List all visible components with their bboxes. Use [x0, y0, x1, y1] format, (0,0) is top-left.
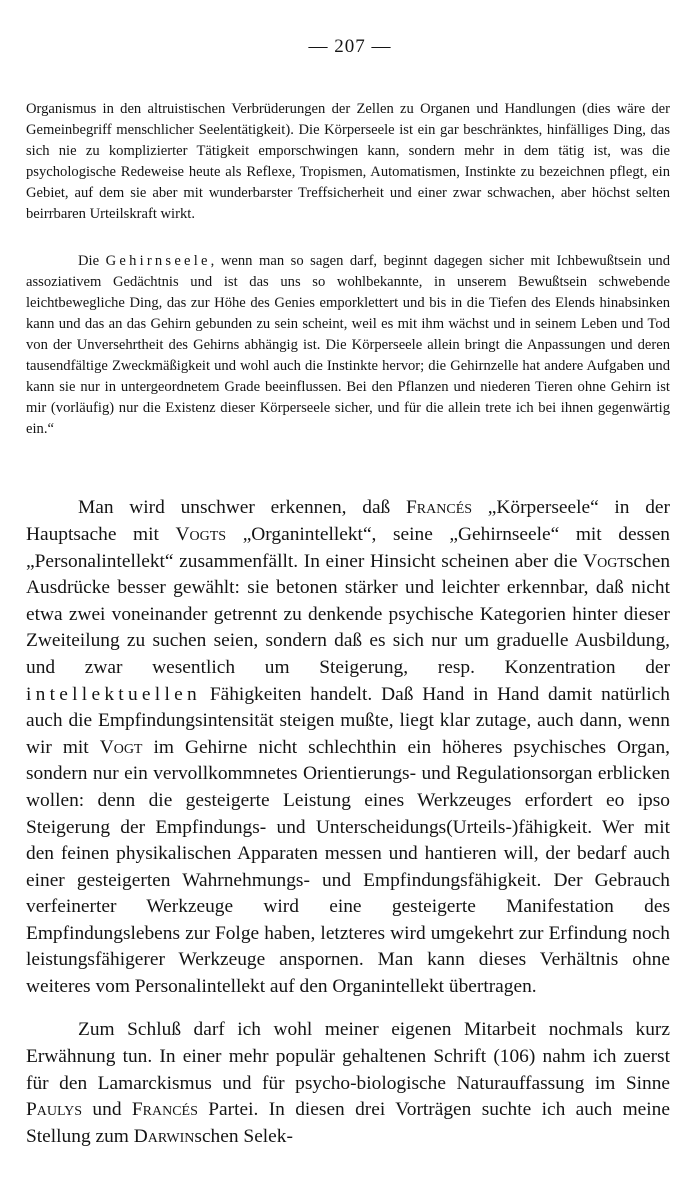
author-name: Vogt [583, 550, 626, 572]
author-name: Darwin [133, 1125, 195, 1147]
spaced-term-gehirnseele: Gehirnseele [105, 252, 211, 269]
body-text: Partei. In diesen drei Vorträgen suchte ich auch meine Stellung zum [26, 1099, 670, 1147]
body-paragraph-1 [26, 495, 670, 1000]
body-text: schen Ausdrücke besser gewählt: sie betonen stärker und leichter erkennbar, daß nicht etwa zwei voneinander getrennt zu denkende psychische Kategorien hinter dieser Zweiteilung zu suchen seien, sondern daß es sich nur um graduelle Ausbildung, und zwar wesentlich um Steigerung, resp. Konzentration der [26, 550, 671, 678]
body-text: Man wird unschwer erkennen, daß [78, 497, 391, 519]
author-name: Vogts [175, 523, 227, 545]
body-text: „Organintellekt“, seine „Gehirnseele“ mit dessen „Personalintellekt“ zusammenfällt. In einer Hinsicht scheinen aber die [26, 523, 670, 572]
quote-paragraph-2 [26, 251, 670, 440]
body-text: Zum Schluß darf ich wohl meiner eigenen Mitarbeit nochmals kurz Erwähnung tun. In einer mehr populär gehaltenen Schrift (106) nahm ich zuerst für den Lamarckismus und für psycho-biologische Naturauffassung im Sinne [26, 1019, 670, 1094]
author-name: Francés [131, 1099, 198, 1121]
author-name: Paulys [26, 1099, 83, 1121]
quote-text: Die [78, 252, 100, 269]
body-text: „Körperseele“ in der Hauptsache mit [26, 497, 670, 545]
author-name: Vogt [99, 736, 143, 758]
body-paragraph-2 [26, 1017, 670, 1150]
body-text: schen Selek- [194, 1125, 293, 1147]
page-number: — 207 — [308, 36, 392, 57]
quote-paragraph-1: Organismus in den altruistischen Verbrüderungen der Zellen zu Organen und Handlungen (dies wäre der Gemeinbegriff menschlicher Seelentätigkeit). Die Körperseele ist ein gar beschränktes, hinfälliges Ding, das sich nie zu komplizierter Tätigkeit emporschwingen kann, sondern mehr in dem tätig ist, was die psychologische Redeweise heute als Reflexe, Tropismen, Automatismen, Instinkte zu bezeichnen pflegt, ein Gebiet, auf dem sie aber mit wunderbarster Treffsicherheit und einer zwar schwachen, aber höchst selten beirrbaren Urteilskraft wirkt. [26, 100, 670, 222]
body-text: im Gehirne nicht schlechthin ein höheres psychisches Organ, sondern nur ein vervollkommnetes Orientierungs- und Regulationsorgan erblicken wollen: denn die gesteigerte Leistung eines Werkzeuges erfordert eo ipso Steigerung der Empfindungs- und Unterscheidungs(Urteils-)fähigkeit. Wer mit den feinen physikalischen Apparaten messen und hantieren will, der bedarf auch einer gesteigerten Wahrnehmungs- und Empfindungsfähigkeit. Der Gebrauch verfeinerter Werkzeuge wird eine gesteigerte Manifestation des Empfindungslebens zur Folge haben, letzteres wird umgekehrt zur Erfindung noch leistungsfähigerer Werkzeuge anspornen. Man kann dieses Verhältnis ohne weiteres vom Personalintellekt auf den Organintellekt übertragen. [26, 736, 670, 998]
spaced-term-intellektuellen: intellektuellen [26, 683, 201, 705]
body-text: Fähigkeiten handelt. Daß Hand in Hand damit natürlich auch die Empfindungsintensität steigen mußte, liegt klar zutage, auch dann, wenn wir mit [26, 683, 670, 758]
body-text: und [92, 1099, 122, 1121]
author-name: Francés [406, 497, 473, 519]
quote-text: , wenn man so sagen darf, beginnt dagegen sicher mit Ichbewußtsein und assoziativem Gedächtnis und ist das uns so wohlbekannte, in unserem Bewußtsein schwebende leichtbewegliche Ding, das zur Höhe des Genies emporklettert und bis in die Tiefen des Elends hinabsinken kann und das an das Gehirn gebunden zu sein scheint, weil es mit ihm wächst und in seinem Leben und Tod von der Unversehrtheit des Gehirns abhängig ist. Die Körperseele allein bringt die Anpassungen und deren tausendfältige Zweckmäßigkeit und wohl auch die Instinkte hervor; die Gehirnzelle hat andere Aufgaben und kann sie nur in untergeordnetem Grade beeinflussen. Bei den Pflanzen und niederen Tieren ohne Gehirn ist mir (vorläufig) nur die Existenz dieser Körperseele sicher, und für die allein trete ich bei ihnen gegenwärtig ein.“ [26, 252, 670, 437]
